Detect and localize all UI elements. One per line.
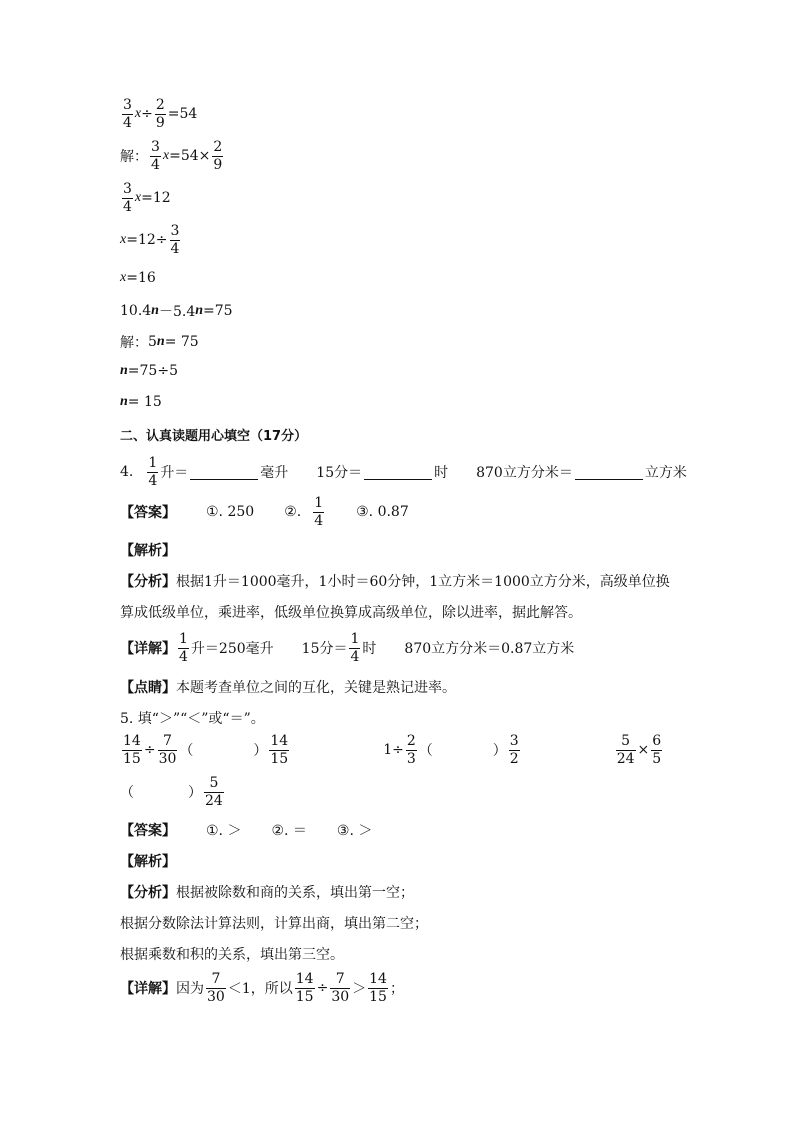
equation-1-step-1: 解： $\frac{3}{4}$ x =54× $\frac{2}{9}$ (120, 139, 223, 173)
fraction: $\frac{6}{5}$ (652, 733, 662, 767)
question-5-fenxi-3: 根据乘数和积的关系，填出第三空。 (120, 947, 344, 963)
question-5-expressions: $\frac{14}{15}$ ÷ $\frac{7}{30}$ （ ） $\frac{14}{15}$ 1÷ $\frac{2}{3}$ （ ） $\frac{3}{2}$ $\frac{5}{24}$ × $\frac{6}{5}$ (123, 733, 662, 767)
question-5-fenxi: 【分析】 根据被除数和商的关系，填出第一空； (120, 885, 414, 901)
fraction: $\frac{5}{24}$ (616, 733, 635, 767)
fraction: $\frac{2}{3}$ (406, 733, 416, 767)
fraction: $\frac{14}{15}$ (270, 733, 289, 767)
equation-2: 10.4 n －5.4 n =75 (120, 303, 233, 320)
question-4-analysis-label: 【解析】 (120, 543, 176, 559)
fraction: $\frac{7}{30}$ (207, 971, 225, 1005)
question-4: 4. $\frac{1}{4}$ 升＝ 毫升 15分＝ 时 870立方分米＝ 立方米 (120, 455, 687, 489)
equation-1-step-3: x =12÷ $\frac{3}{4}$ (120, 223, 180, 257)
question-5-analysis-label: 【解析】 (120, 854, 176, 870)
fraction: $\frac{3}{4}$ (170, 223, 180, 257)
answer-blank (575, 465, 643, 480)
question-4-answer: 【答案】 ①. 250 ②. $\frac{1}{4}$ ③. 0.87 (120, 495, 409, 529)
question-5-expression-3-cont: （ ） $\frac{5}{24}$ (120, 775, 223, 809)
fraction: $\frac{1}{4}$ (350, 631, 360, 665)
question-5-fenxi-2: 根据分数除法计算法则，计算出商，填出第二空； (120, 916, 428, 932)
answer-blank (364, 465, 432, 480)
equation-1: $\frac{3}{4}$ x ÷ $\frac{2}{9}$ =54 (123, 97, 198, 131)
fraction: $\frac{3}{4}$ (123, 97, 132, 131)
fraction: $\frac{3}{4}$ (151, 139, 160, 173)
question-4-fenxi: 【分析】 根据1升＝1000毫升，1小时＝60分钟，1立方米＝1000立方分米，高级单位换 (120, 574, 670, 590)
fraction: $\frac{3}{4}$ (123, 181, 132, 215)
question-4-fenxi-cont: 算成低级单位，乘进率，低级单位换算成高级单位，除以进率，据此解答。 (120, 605, 582, 621)
section-title: 二、认真读题用心填空（17分） (120, 429, 308, 444)
fraction: $\frac{1}{4}$ (314, 495, 324, 529)
question-4-detail: 【详解】 $\frac{1}{4}$ 升＝250毫升 15分＝ $\frac{1}{4}$ 时 870立方分米＝0.87立方米 (120, 631, 575, 665)
question-5-title: 5. 填“＞”“＜”或“＝”。 (120, 711, 265, 727)
question-4-dianjing: 【点睛】 本题考查单位之间的互化，关键是熟记进率。 (120, 680, 456, 696)
fraction: $\frac{14}{15}$ (295, 971, 314, 1005)
fraction: $\frac{2}{9}$ (213, 139, 223, 173)
fraction: $\frac{14}{15}$ (369, 971, 387, 1005)
fraction: $\frac{2}{9}$ (155, 97, 165, 131)
equation-2-step-1: 解： 5 n = 75 (120, 334, 199, 351)
question-5-answer: 【答案】 ①. ＞ ②. ＝ ③. ＞ (120, 823, 373, 839)
fraction: $\frac{1}{4}$ (179, 631, 188, 665)
question-5-detail: 【详解】 因为 $\frac{7}{30}$ ＜1，所以 $\frac{14}{15}$ ÷ $\frac{7}{30}$ ＞ $\frac{14}{15}$ ； (120, 971, 404, 1005)
fraction: $\frac{7}{30}$ (158, 733, 177, 767)
equation-2-step-3: n = 15 (120, 394, 162, 410)
fraction: $\frac{7}{30}$ (331, 971, 350, 1005)
fraction: $\frac{5}{24}$ (205, 775, 223, 809)
equation-2-step-2: n =75÷5 (120, 363, 178, 379)
fraction: $\frac{1}{4}$ (148, 455, 158, 489)
equation-1-step-2: $\frac{3}{4}$ x =12 (123, 181, 171, 215)
fraction: $\frac{14}{15}$ (123, 733, 141, 767)
answer-blank (190, 465, 258, 480)
fraction: $\frac{3}{2}$ (509, 733, 519, 767)
equation-1-step-4: x =16 (120, 270, 156, 286)
